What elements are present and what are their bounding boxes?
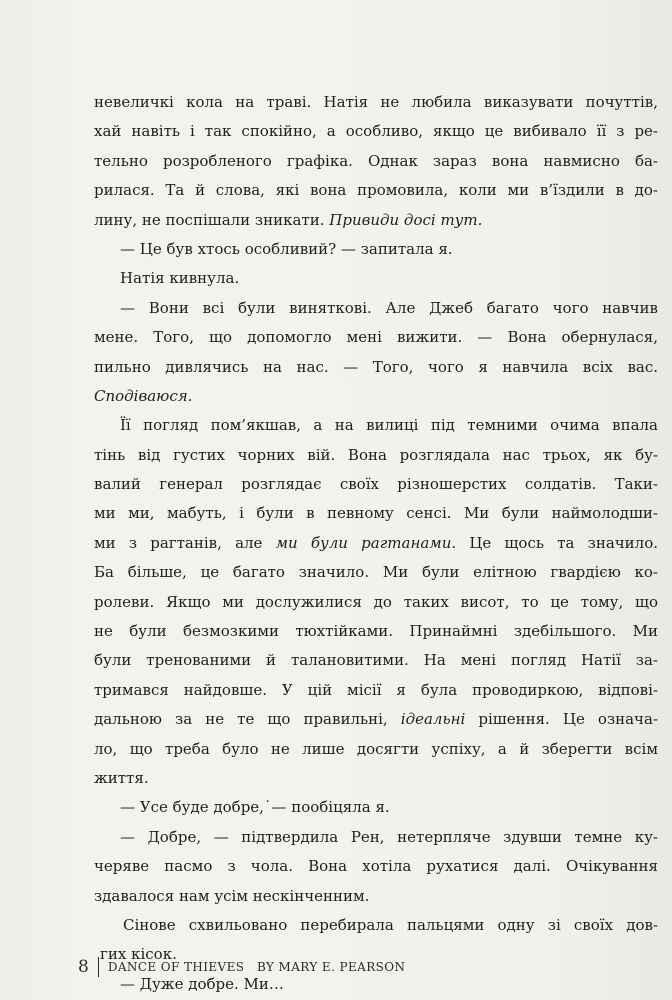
text-run: ми з рагтанів, але [94,533,276,552]
text-line: ми ми, мабуть, і були в певному сенсі. Ми були наймолодши- [94,504,658,523]
text-line: рилася. Та й слова, які вона промовила, коли ми в’їздили в до- [94,181,658,200]
italic-run: Сподіваюся. [94,386,193,405]
text-line: — Добре, — підтвердила Рен, нетерпляче здувши темне ку- [120,827,658,846]
text-run: лину, не поспішали зникати. [94,210,330,229]
text-line: гих кісок. [100,945,177,964]
text-line: мене. Того, що допомогло мені вижити. — Вона обернулася, [94,328,658,347]
text-line: валий генерал розглядає своїх різношерстих солдатів. Таки- [94,475,658,494]
text-line: — Усе буде добре,˙— пообіцяла я. [120,798,390,817]
text-line: були тренованими й талановитими. На мені погляд Натії за- [94,651,658,670]
text-line: здавалося нам усім нескінченним. [94,886,370,905]
text-line: ло, що треба було не лише досягти успіху, а й зберегти всім [94,739,658,758]
text-line: — Вони всі були виняткові. Але Джеб багато чого навчив [120,298,658,317]
body-text [94,88,658,999]
text-line: життя. [94,768,149,787]
text-line [94,705,658,734]
text-line: Ба більше, це багато значило. Ми були елітною гвардією ко- [94,563,658,582]
text-line: Натія кивнула. [120,269,240,288]
text-line: хай навіть і так спокійно, а особливо, якщо це вибивало її з ре- [94,122,658,141]
text-line: пильно дивлячись на нас. — Того, чого я навчила всіх вас. [94,357,658,376]
text-line: Сінове схвильовано перебирала пальцями одну зі своїх дов- [123,915,658,934]
text-line: — Це був хтось особливий? — запитала я. [120,239,453,258]
italic-run: ми були рагтанами [275,533,452,552]
text-line: ролеви. Якщо ми дослужилися до таких висот, то це тому, що [94,592,658,611]
text-line: Її погляд пом’якшав, а на вилиці під темними очима впала [120,416,658,435]
text-run: рішення. Це означа- [465,710,658,729]
text-line: тельно розробленого графіка. Однак зараз вона навмисно ба- [94,151,658,170]
italic-run: Привиди досі тут. [329,210,483,229]
page-footer [78,955,405,979]
page-number: 8 [78,957,89,977]
text-run: . Це щось та значило. [451,533,658,552]
italic-run: ідеальні [400,710,466,729]
footer-divider [98,957,99,977]
text-line: невеличкі кола на траві. Натія не любила виказувати почуттів, [94,93,658,111]
text-line: тінь від густих чорних вій. Вона розглядала нас трьох, як бу- [94,445,658,464]
text-line: — Дуже добре. Ми… [120,974,284,993]
text-line: не були безмозкими тюхтійками. Принаймні здебільшого. Ми [94,622,658,641]
text-line [94,206,658,235]
text-line [94,529,658,558]
text-run: дальною за не те що правильні, [94,710,401,729]
text-line: тримався найдовше. У цій місії я була проводиркою, відпові- [94,680,658,699]
running-head: DANCE OF THIEVES BY MARY E. PEARSON [107,960,406,974]
text-line: черяве пасмо з чола. Вона хотіла рухатися далі. Очікування [94,857,658,876]
text-line [94,382,658,411]
